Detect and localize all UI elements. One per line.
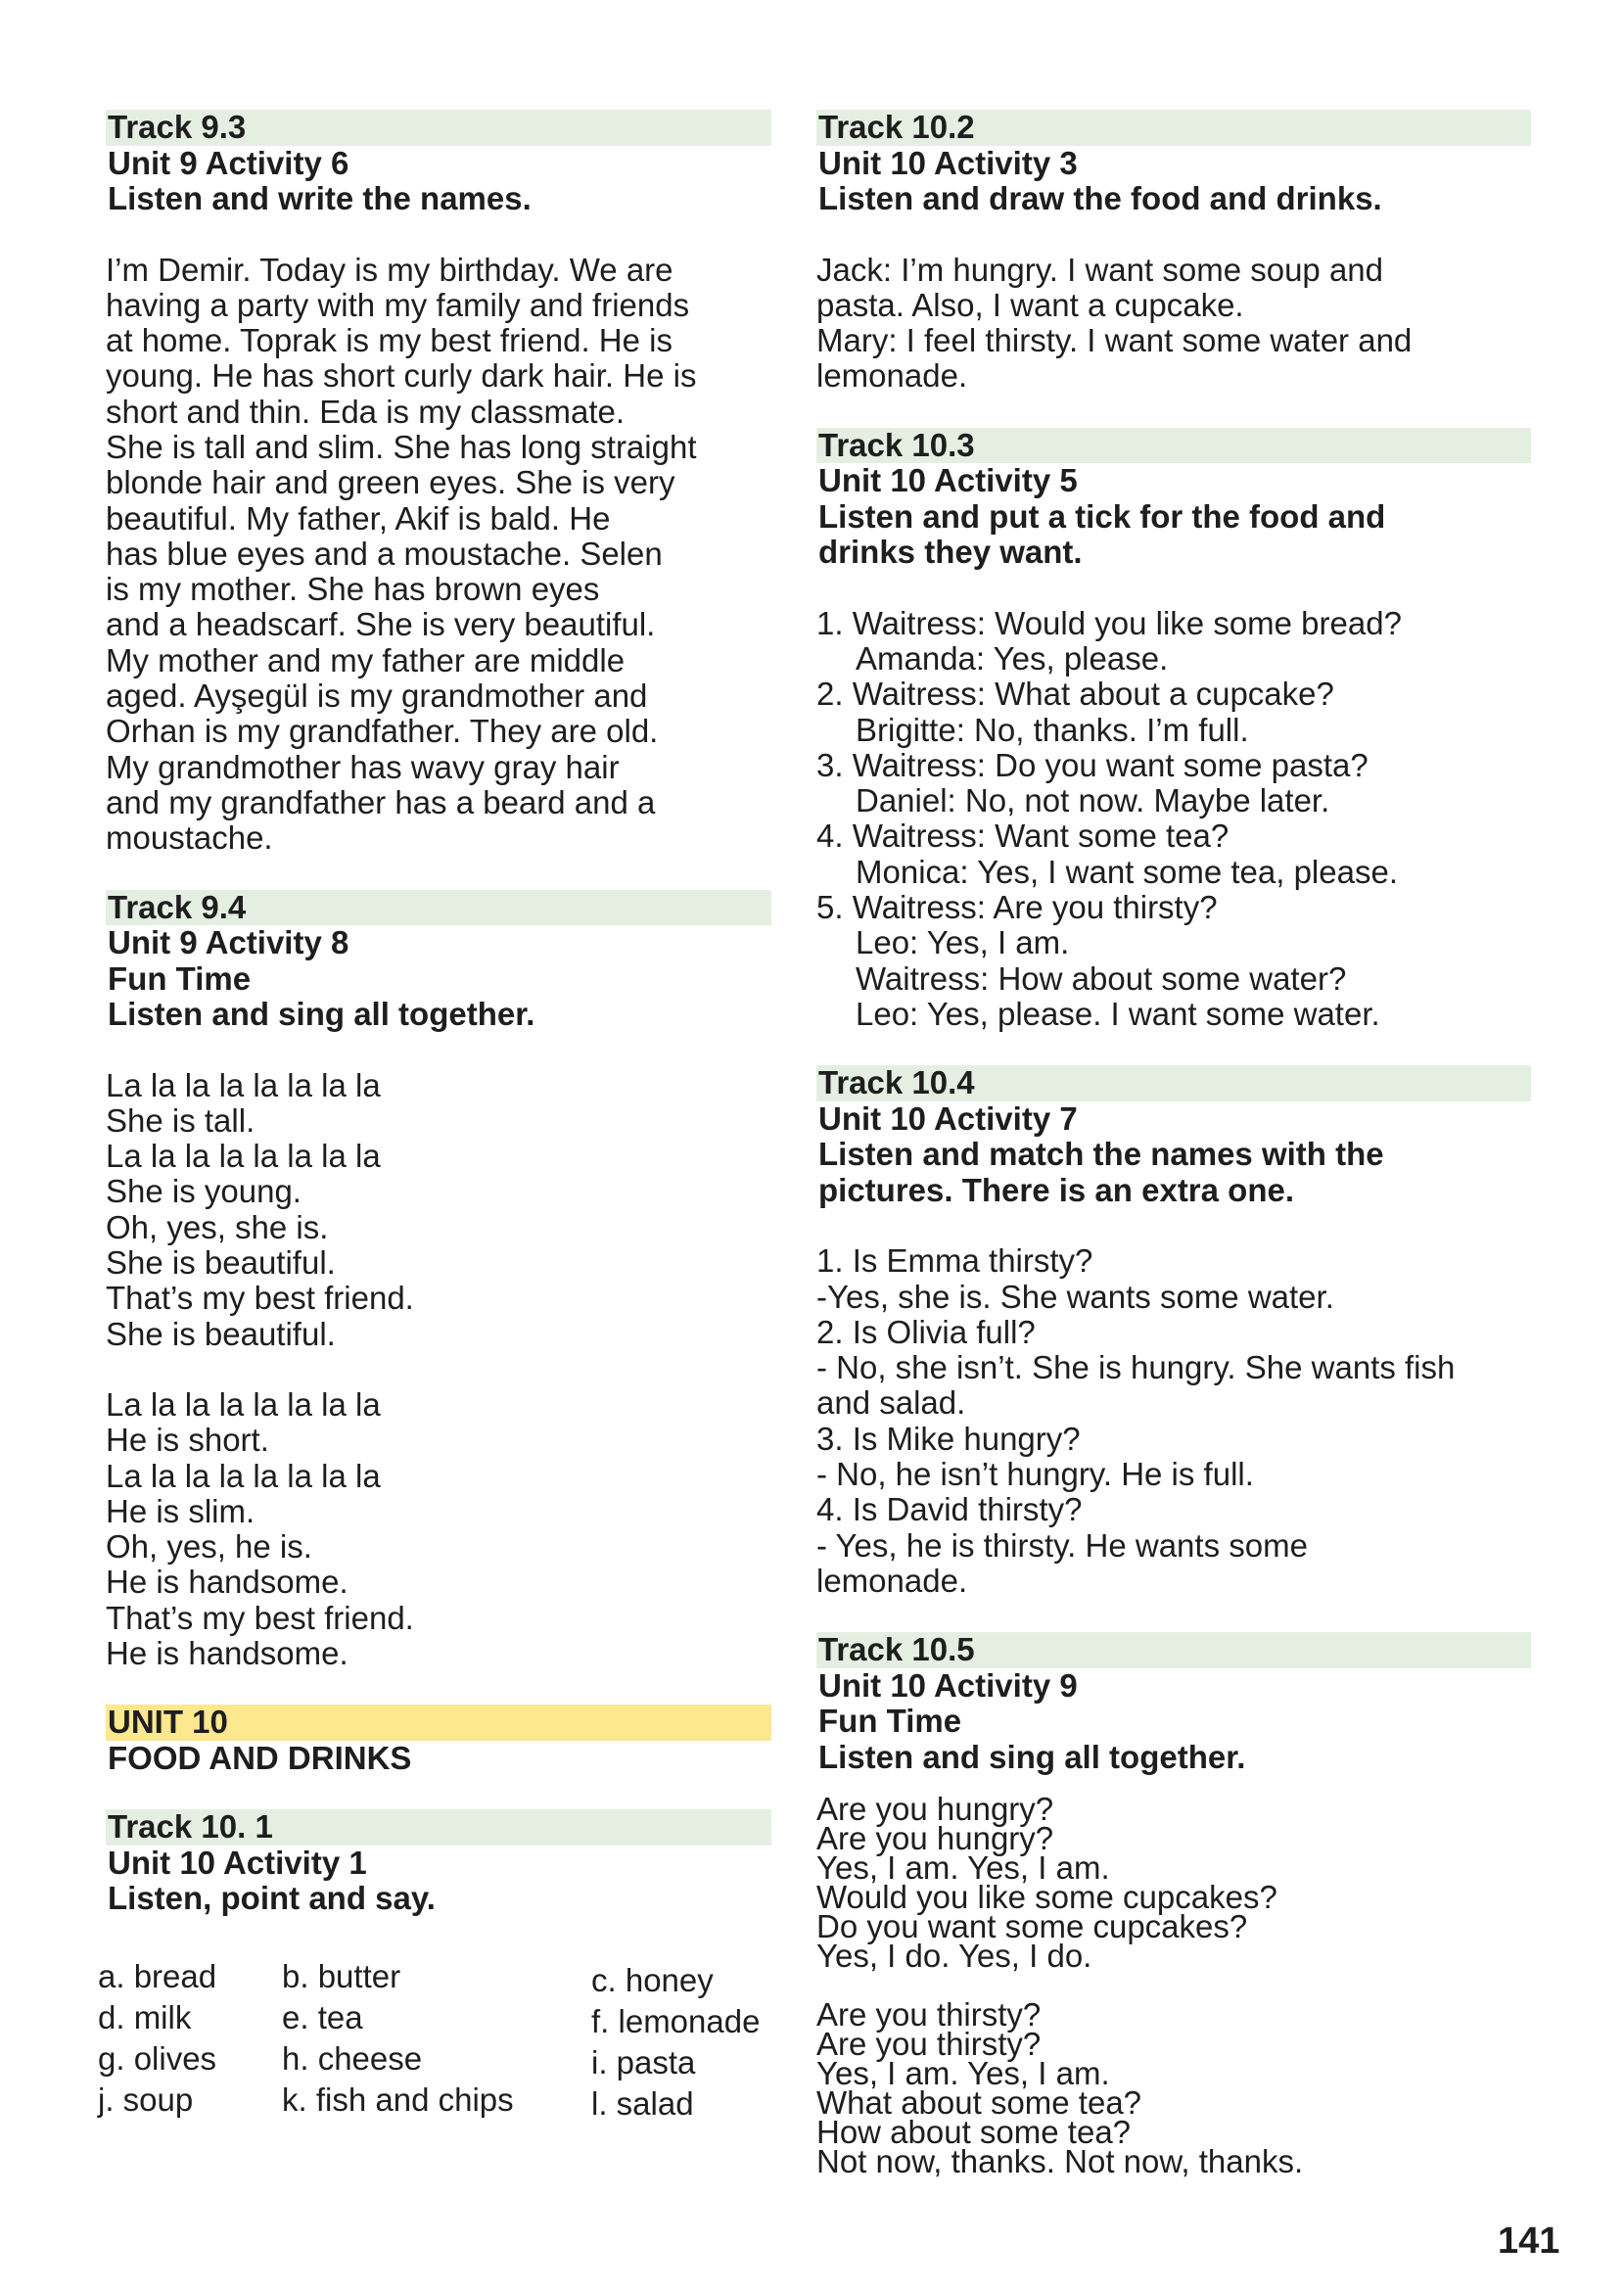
- activity-label: Unit 10 Activity 7: [818, 1099, 1078, 1137]
- text-line: My mother and my father are middle: [106, 641, 626, 678]
- unit-title: FOOD AND DRINKS: [108, 1739, 412, 1776]
- text-line: She is tall and slim. She has long straight: [106, 428, 697, 465]
- song-stanza: [816, 1791, 1531, 1975]
- track-10-1-section: [98, 1808, 771, 2129]
- text-line: That’s my best friend.: [106, 1599, 414, 1636]
- instruction: Listen and put a tick for the food and: [818, 497, 1386, 535]
- word-item: j. soup: [98, 2081, 194, 2118]
- text-line: Yes, I do. Yes, I do.: [816, 1938, 1092, 1975]
- activity-label: Unit 10 Activity 9: [818, 1666, 1078, 1704]
- text-line: Are you thirsty?: [816, 2026, 1042, 2063]
- track-label: Track 10. 1: [106, 1809, 771, 1846]
- instruction: pictures. There is an extra one.: [818, 1171, 1295, 1208]
- text-line: That’s my best friend.: [106, 1280, 414, 1317]
- text-line: She is tall.: [106, 1101, 255, 1139]
- text-line: What about some tea?: [816, 2084, 1142, 2122]
- subtitle: Fun Time: [108, 959, 252, 997]
- text-line: She is beautiful.: [106, 1315, 336, 1352]
- text-line: blonde hair and green eyes. She is very: [106, 464, 675, 501]
- text-line: 4. Waitress: Want some tea?: [816, 818, 1230, 855]
- track-10-4-section: [816, 1065, 1531, 1599]
- text-line: Not now, thanks. Not now, thanks.: [816, 2143, 1304, 2180]
- text-line: moustache.: [106, 819, 273, 857]
- transcript-text: [106, 253, 771, 857]
- text-line: and salad.: [816, 1384, 966, 1422]
- instruction: Listen and match the names with the: [818, 1136, 1384, 1173]
- text-line: Leo: Yes, please. I want some water.: [856, 995, 1380, 1032]
- text-line: short and thin. Eda is my classmate.: [106, 393, 626, 430]
- text-line: Are you hungry?: [816, 1820, 1054, 1857]
- text-line: Monica: Yes, I want some tea, please.: [856, 853, 1398, 890]
- text-line: lemonade.: [816, 357, 968, 395]
- song-stanza: [106, 1387, 771, 1671]
- text-line: 5. Waitress: Are you thirsty?: [816, 889, 1218, 926]
- right-column: [816, 110, 1531, 2210]
- word-item: a. bread: [98, 1957, 217, 1994]
- activity-label: Unit 10 Activity 5: [818, 462, 1078, 499]
- text-line: La la la la la la la la: [106, 1457, 381, 1494]
- text-line: 2. Is Olivia full?: [816, 1313, 1036, 1350]
- text-line: lemonade.: [816, 1562, 968, 1599]
- text-line: La la la la la la la la: [106, 1138, 381, 1175]
- text-line: Do you want some cupcakes?: [816, 1908, 1248, 1945]
- text-line: I’m Demir. Today is my birthday. We are: [106, 251, 673, 288]
- track-9-4-section: [106, 890, 771, 1672]
- word-item: f. lemonade: [591, 2002, 761, 2039]
- unit-label: UNIT 10: [106, 1705, 771, 1741]
- track-label: Track 9.3: [106, 110, 771, 146]
- text-line: and a headscarf. She is very beautiful.: [106, 606, 656, 643]
- instruction: Listen and write the names.: [108, 180, 532, 216]
- track-10-5-section: [816, 1631, 1531, 2180]
- word-item: i. pasta: [591, 2043, 696, 2081]
- text-line: She is young.: [106, 1173, 302, 1210]
- text-line: 3. Waitress: Do you want some pasta?: [816, 746, 1369, 783]
- text-line: 1. Waitress: Would you like some bread?: [816, 604, 1402, 641]
- text-line: young. He has short curly dark hair. He is: [106, 357, 697, 395]
- track-label: Track 10.5: [816, 1632, 1531, 1668]
- text-line: has blue eyes and a moustache. Selen: [106, 535, 663, 572]
- instruction: Listen and sing all together.: [108, 996, 535, 1033]
- text-line: beautiful. My father, Akif is bald. He: [106, 499, 611, 537]
- text-line: having a party with my family and friends: [106, 286, 690, 323]
- text-line: Daniel: No, not now. Maybe later.: [856, 782, 1330, 819]
- word-item: c. honey: [591, 1961, 714, 1998]
- text-line: Oh, yes, she is.: [106, 1208, 329, 1245]
- text-line: Yes, I am. Yes, I am.: [816, 2055, 1110, 2092]
- track-label: Track 10.2: [816, 110, 1531, 146]
- text-line: Mary: I feel thirsty. I want some water and: [816, 322, 1413, 359]
- transcript-text: [816, 1243, 1531, 1599]
- subtitle: Fun Time: [818, 1703, 962, 1740]
- word-item: k. fish and chips: [282, 2081, 514, 2118]
- text-line: La la la la la la la la: [106, 1385, 381, 1423]
- track-label: Track 9.4: [106, 890, 771, 926]
- track-label: Track 10.4: [816, 1065, 1531, 1101]
- text-line: - Yes, he is thirsty. He wants some: [816, 1526, 1308, 1564]
- instruction: Listen and sing all together.: [818, 1738, 1246, 1775]
- text-line: aged. Ayşegül is my grandmother and: [106, 678, 648, 715]
- word-item: d. milk: [98, 1998, 192, 2035]
- text-line: 2. Waitress: What about a cupcake?: [816, 676, 1334, 713]
- text-line: Orhan is my grandfather. They are old.: [106, 713, 659, 750]
- transcript-text: [816, 253, 1531, 395]
- activity-label: Unit 10 Activity 3: [818, 144, 1078, 181]
- text-line: pasta. Also, I want a cupcake.: [816, 286, 1244, 323]
- text-line: Yes, I am. Yes, I am.: [816, 1849, 1110, 1887]
- word-item: l. salad: [591, 2084, 694, 2122]
- track-10-2-section: [816, 110, 1531, 395]
- text-line: Amanda: Yes, please.: [856, 639, 1169, 677]
- activity-label: Unit 10 Activity 1: [108, 1844, 367, 1881]
- text-line: Waitress: How about some water?: [856, 959, 1347, 997]
- text-line: 1. Is Emma thirsty?: [816, 1242, 1093, 1280]
- song-stanza: [816, 1996, 1531, 2180]
- track-9-3-section: [106, 110, 771, 857]
- activity-label: Unit 9 Activity 6: [108, 144, 349, 181]
- word-item: e. tea: [282, 1998, 363, 2035]
- text-line: is my mother. She has brown eyes: [106, 571, 600, 608]
- instruction: Listen, point and say.: [108, 1880, 436, 1917]
- text-line: Jack: I’m hungry. I want some soup and: [816, 251, 1383, 288]
- instruction: drinks they want.: [818, 534, 1083, 571]
- text-line: and my grandfather has a beard and a: [106, 783, 656, 820]
- text-line: - No, she isn’t. She is hungry. She wants fish: [816, 1349, 1456, 1386]
- text-line: Are you hungry?: [816, 1791, 1054, 1828]
- track-10-3-section: [816, 428, 1531, 1033]
- text-line: Brigitte: No, thanks. I’m full.: [856, 711, 1249, 748]
- track-label: Track 10.3: [816, 428, 1531, 464]
- word-item: g. olives: [98, 2039, 217, 2077]
- text-line: Are you thirsty?: [816, 1996, 1042, 2034]
- text-line: at home. Toprak is my best friend. He is: [106, 322, 673, 359]
- dialogue-text: [816, 606, 1531, 1033]
- word-item: b. butter: [282, 1957, 401, 1994]
- text-line: He is short.: [106, 1422, 269, 1459]
- unit-10-heading: [106, 1705, 771, 1776]
- text-line: -Yes, she is. She wants some water.: [816, 1278, 1334, 1315]
- text-line: 3. Is Mike hungry?: [816, 1420, 1081, 1457]
- text-line: How about some tea?: [816, 2114, 1132, 2151]
- text-line: Oh, yes, he is.: [106, 1528, 312, 1566]
- text-line: La la la la la la la la: [106, 1066, 381, 1103]
- text-line: He is slim.: [106, 1492, 255, 1529]
- text-line: He is handsome.: [106, 1564, 348, 1601]
- text-line: She is beautiful.: [106, 1244, 336, 1282]
- word-list: [98, 1957, 771, 2129]
- word-item: h. cheese: [282, 2039, 423, 2077]
- text-line: - No, he isn’t hungry. He is full.: [816, 1456, 1254, 1493]
- text-line: Would you like some cupcakes?: [816, 1879, 1277, 1916]
- text-line: Leo: Yes, I am.: [856, 924, 1070, 961]
- text-line: My grandmother has wavy gray hair: [106, 748, 620, 785]
- left-column: [98, 109, 771, 2163]
- page-number: 141: [1498, 2221, 1560, 2262]
- song-stanza: [106, 1068, 771, 1352]
- instruction: Listen and draw the food and drinks.: [818, 180, 1382, 216]
- activity-label: Unit 9 Activity 8: [108, 924, 349, 961]
- text-line: 4. Is David thirsty?: [816, 1491, 1083, 1528]
- text-line: He is handsome.: [106, 1635, 348, 1671]
